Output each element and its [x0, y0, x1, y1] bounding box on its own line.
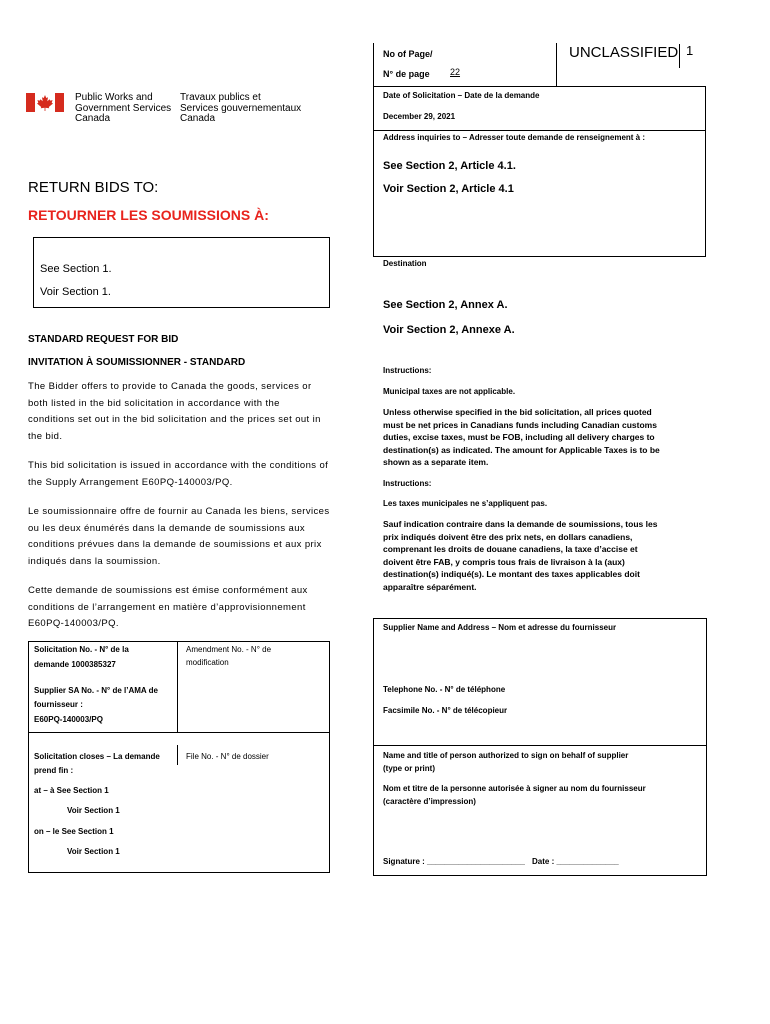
- closes-label-fr: prend fin :: [34, 766, 74, 775]
- solicitation-date-value: December 29, 2021: [383, 112, 456, 121]
- closes-on-fr: Voir Section 1: [67, 847, 120, 856]
- closes-on: on – le See Section 1: [34, 827, 114, 836]
- municipal-taxes-en: Municipal taxes are not applicable.: [383, 387, 516, 396]
- return-bids-box-en: See Section 1.: [40, 263, 112, 275]
- page-number: 1: [686, 43, 694, 58]
- return-bids-title: RETURN BIDS TO:: [28, 179, 159, 196]
- request-title: STANDARD REQUEST FOR BID: [28, 334, 179, 345]
- amendment-label-fr: modification: [186, 658, 229, 667]
- classification-label: UNCLASSIFIED: [569, 44, 679, 61]
- instructions-label-en: Instructions:: [383, 366, 432, 375]
- request-para-1: The Bidder offers to provide to Canada the goods, services or both listed in the bid solicitation in accordance with the conditions set out in the bid solicitation and the prices set out in the bid.: [28, 381, 321, 442]
- destination-fr: Voir Section 2, Annexe A.: [383, 324, 515, 336]
- facsimile-label: Facsimile No. - N° de télécopieur: [383, 706, 508, 715]
- address-inquiries-fr: Voir Section 2, Article 4.1: [383, 183, 514, 195]
- authorized-person-fr: Nom et titre de la personne autorisée à signer au nom du fournisseur (caractère d’impression): [383, 784, 646, 806]
- supplier-box: [373, 618, 707, 876]
- org-name-fr: Travaux publics et Services gouvernementaux Canada: [180, 92, 302, 124]
- solicitation-no-label: Solicitation No. - N° de la: [34, 645, 129, 654]
- right-column-border: [373, 43, 374, 256]
- page-count-value: 22: [450, 67, 461, 77]
- taxes-text-en: Unless otherwise specified in the bid solicitation, all prices quoted must be net prices in Canadians funds including Canadian customs duties, excise taxes, must be FOB, including all delivery charges to destination(s) as indicated. The amount for Applicable Taxes is to be shown as a separate item.: [383, 407, 660, 467]
- page-count-label: No of Page/: [383, 49, 433, 59]
- classification-divider: [556, 43, 557, 86]
- taxes-text-fr: Sauf indication contraire dans la demande de soumissions, tous les prix indiqués doivent être des prix nets, en dollars canadiens, comprenant les droits de douane canadiens, la taxe d’accise et doivent être FAB, y compris tous frais de livraison à la (aux) destination(s) indiqué(s). Le montant des taxes applicables doit apparaître séparément.: [383, 519, 658, 592]
- address-inquiries-en: See Section 2, Article 4.1.: [383, 160, 516, 172]
- file-no-label: File No. - N° de dossier: [186, 752, 269, 761]
- closes-at-fr: Voir Section 1: [67, 806, 120, 815]
- return-bids-box-fr: Voir Section 1.: [40, 286, 111, 298]
- supplier-sa-label-fr: fournisseur :: [34, 700, 83, 709]
- supplier-sa-label: Supplier SA No. - N° de l’AMA de: [34, 686, 158, 695]
- date-line: Date : ______________: [532, 857, 619, 866]
- instructions-label-fr: Instructions:: [383, 479, 432, 488]
- closes-at: at – à See Section 1: [34, 786, 109, 795]
- destination-en: See Section 2, Annex A.: [383, 299, 508, 311]
- municipal-taxes-fr: Les taxes municipales ne s’appliquent pas.: [383, 499, 548, 508]
- request-para-3: Le soumissionnaire offre de fournir au Canada les biens, services ou les deux énumérés dans la demande de soumissions aux conditions prévues dans la demande de soumissions et aux prix indiqués dans la soumission.: [28, 506, 330, 567]
- solicitation-date-label: Date of Solicitation – Date de la demande: [383, 91, 540, 100]
- return-bids-title-fr: RETOURNER LES SOUMISSIONS À:: [28, 207, 269, 223]
- canada-flag-icon: [26, 93, 64, 112]
- supplier-name-label: Supplier Name and Address – Nom et adresse du fournisseur: [383, 623, 617, 632]
- closes-label: Solicitation closes – La demande: [34, 752, 160, 761]
- supplier-sa-value: E60PQ-140003/PQ: [34, 715, 103, 724]
- amendment-label: Amendment No. - N° de: [186, 645, 272, 654]
- request-para-2: This bid solicitation is issued in accordance with the conditions of the Supply Arrangement E60PQ-140003/PQ.: [28, 460, 329, 488]
- authorized-person-en: Name and title of person authorized to sign on behalf of supplier (type or print): [383, 751, 629, 773]
- org-name-en: Public Works and Government Services Canada: [75, 92, 172, 124]
- page-label-fr: N° de page: [383, 69, 430, 79]
- request-title-fr: INVITATION À SOUMISSIONNER - STANDARD: [28, 357, 246, 368]
- telephone-label: Telephone No. - N° de téléphone: [383, 685, 506, 694]
- request-para-4: Cette demande de soumissions est émise conformément aux conditions de l’arrangement en matière d’approvisionnement E60PQ-140003/PQ.: [28, 585, 308, 629]
- destination-label: Destination: [383, 259, 427, 268]
- signature-line: Signature : ______________________: [383, 857, 525, 866]
- address-inquiries-label: Address inquiries to – Adresser toute demande de renseignement à :: [383, 133, 645, 142]
- solicitation-no-value: demande 1000385327: [34, 660, 116, 669]
- page-number-divider: [679, 44, 680, 68]
